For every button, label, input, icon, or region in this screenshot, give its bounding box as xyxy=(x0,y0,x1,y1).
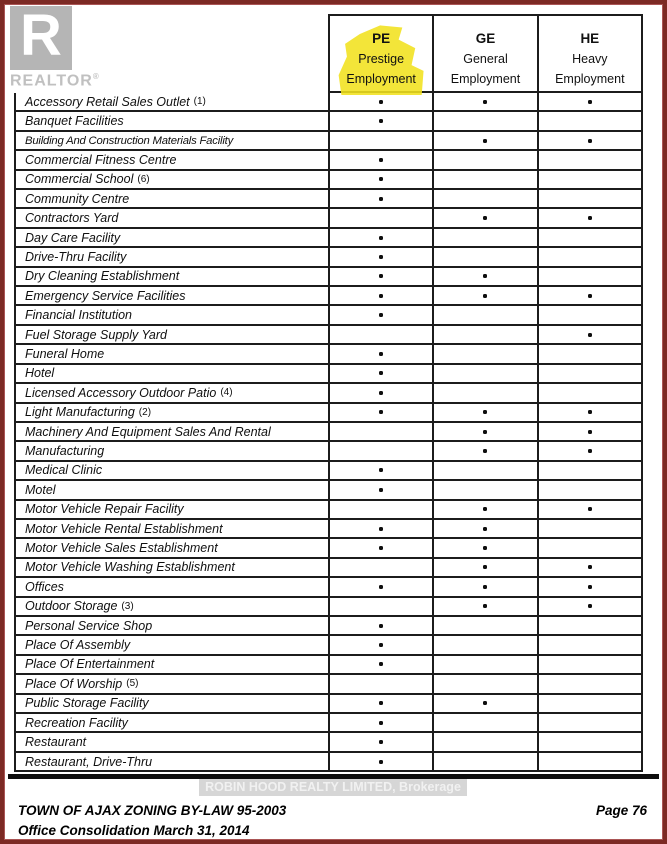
permitted-dot xyxy=(588,585,592,589)
table-row xyxy=(16,712,641,731)
he-cell xyxy=(537,93,641,110)
permitted-dot xyxy=(379,236,383,240)
he-cell xyxy=(537,229,641,246)
permitted-dot xyxy=(379,197,383,201)
footnote-number: (5) xyxy=(126,678,139,690)
use-label-cell xyxy=(16,733,328,750)
use-label: Dry Cleaning Establishment xyxy=(25,269,180,284)
ge-cell xyxy=(432,617,536,634)
permitted-uses-table xyxy=(14,93,643,772)
permitted-dot xyxy=(588,507,592,511)
table-row xyxy=(16,266,641,285)
table-row xyxy=(16,188,641,207)
use-label-cell xyxy=(16,384,328,401)
use-label-cell xyxy=(16,578,328,595)
use-label: Commercial Fitness Centre xyxy=(25,152,177,167)
use-label: Drive-Thru Facility xyxy=(25,249,127,264)
he-cell xyxy=(537,287,641,304)
use-label: Motel xyxy=(25,482,56,497)
permitted-dot xyxy=(483,100,487,104)
permitted-dot xyxy=(379,313,383,317)
use-label: Place Of Assembly xyxy=(25,638,131,653)
zone-name-line1: Prestige xyxy=(358,52,405,66)
pe-cell xyxy=(328,714,432,731)
permitted-dot xyxy=(483,565,487,569)
use-label: Fuel Storage Supply Yard xyxy=(25,327,167,342)
permitted-dot xyxy=(483,585,487,589)
pe-cell xyxy=(328,112,432,129)
realtor-wordmark xyxy=(10,72,99,90)
table-row xyxy=(16,207,641,226)
pe-cell xyxy=(328,501,432,518)
ge-cell xyxy=(432,384,536,401)
he-cell xyxy=(537,656,641,673)
table-row xyxy=(16,227,641,246)
table-row xyxy=(16,246,641,265)
pe-cell xyxy=(328,365,432,382)
use-label: Building And Construction Materials Facility xyxy=(25,134,234,147)
permitted-dot xyxy=(379,585,383,589)
footnote-number: (3) xyxy=(121,600,134,612)
zone-name-line2: Employment xyxy=(450,72,521,86)
he-cell xyxy=(537,636,641,653)
permitted-dot xyxy=(483,410,487,414)
table-row xyxy=(16,304,641,323)
use-label: Motor Vehicle Rental Establishment xyxy=(25,521,223,536)
use-label-cell xyxy=(16,326,328,343)
ge-cell xyxy=(432,462,536,479)
use-label: Motor Vehicle Repair Facility xyxy=(25,502,184,517)
pe-cell xyxy=(328,190,432,207)
pe-cell xyxy=(328,462,432,479)
table-row xyxy=(16,130,641,149)
ge-cell xyxy=(432,636,536,653)
use-label: Manufacturing xyxy=(25,444,105,459)
permitted-dot xyxy=(379,410,383,414)
use-label: Emergency Service Facilities xyxy=(25,288,186,303)
pe-cell xyxy=(328,93,432,110)
ge-cell xyxy=(432,675,536,692)
pe-cell xyxy=(328,229,432,246)
use-label-cell xyxy=(16,171,328,188)
permitted-dot xyxy=(588,100,592,104)
use-label-cell xyxy=(16,714,328,731)
pe-cell xyxy=(328,384,432,401)
use-label-cell xyxy=(16,753,328,770)
permitted-dot xyxy=(483,527,487,531)
use-label-cell xyxy=(16,93,328,110)
he-cell xyxy=(537,306,641,323)
table-row xyxy=(16,382,641,401)
permitted-dot xyxy=(588,410,592,414)
ge-cell xyxy=(432,404,536,421)
ge-cell xyxy=(432,559,536,576)
use-label: Medical Clinic xyxy=(25,463,103,478)
use-label: Personal Service Shop xyxy=(25,618,153,633)
ge-cell xyxy=(432,656,536,673)
permitted-dot xyxy=(483,216,487,220)
he-cell xyxy=(537,442,641,459)
table-row xyxy=(16,557,641,576)
pe-cell xyxy=(328,132,432,149)
pe-cell xyxy=(328,733,432,750)
pe-cell xyxy=(328,656,432,673)
table-row xyxy=(16,596,641,615)
use-label-cell xyxy=(16,151,328,168)
permitted-dot xyxy=(379,701,383,705)
use-label: Accessory Retail Sales Outlet xyxy=(25,94,190,109)
zone-code: PE xyxy=(372,31,391,46)
use-label-cell xyxy=(16,404,328,421)
use-label-cell xyxy=(16,112,328,129)
he-cell xyxy=(537,112,641,129)
he-cell xyxy=(537,578,641,595)
pe-cell xyxy=(328,598,432,615)
use-label: Restaurant xyxy=(25,735,87,750)
use-label-cell xyxy=(16,462,328,479)
pe-cell xyxy=(328,520,432,537)
permitted-dot xyxy=(483,139,487,143)
permitted-dot xyxy=(588,565,592,569)
use-label-cell xyxy=(16,423,328,440)
pe-cell xyxy=(328,268,432,285)
use-label: Hotel xyxy=(25,366,55,381)
use-label: Licensed Accessory Outdoor Patio xyxy=(25,385,217,400)
permitted-dot xyxy=(379,391,383,395)
permitted-dot xyxy=(379,643,383,647)
he-cell xyxy=(537,365,641,382)
use-label-cell xyxy=(16,559,328,576)
permitted-dot xyxy=(588,430,592,434)
he-cell xyxy=(537,539,641,556)
permitted-dot xyxy=(588,216,592,220)
use-label-cell xyxy=(16,481,328,498)
he-cell xyxy=(537,733,641,750)
use-label-cell xyxy=(16,442,328,459)
use-label-cell xyxy=(16,365,328,382)
pe-cell xyxy=(328,675,432,692)
permitted-dot xyxy=(379,468,383,472)
ge-cell xyxy=(432,520,536,537)
use-label-cell xyxy=(16,190,328,207)
pe-cell xyxy=(328,559,432,576)
use-label-cell xyxy=(16,287,328,304)
permitted-dot xyxy=(379,740,383,744)
table-row xyxy=(16,110,641,129)
use-label: Restaurant, Drive-Thru xyxy=(25,754,153,769)
use-label-cell xyxy=(16,132,328,149)
ge-cell xyxy=(432,93,536,110)
use-label-cell xyxy=(16,520,328,537)
ge-cell xyxy=(432,578,536,595)
table-row xyxy=(16,693,641,712)
footer-bylaw-title: TOWN OF AJAX ZONING BY-LAW 95-2003 xyxy=(18,803,287,818)
table-row xyxy=(16,149,641,168)
he-cell xyxy=(537,559,641,576)
ge-cell xyxy=(432,345,536,362)
permitted-dot xyxy=(379,177,383,181)
table-row xyxy=(16,654,641,673)
zone-name-line2: Employment xyxy=(555,72,625,86)
zone-code: GE xyxy=(475,31,496,46)
table-row xyxy=(16,518,641,537)
pe-cell xyxy=(328,442,432,459)
use-label-cell xyxy=(16,675,328,692)
he-cell xyxy=(537,423,641,440)
use-label: Place Of Entertainment xyxy=(25,657,155,672)
ge-cell xyxy=(432,132,536,149)
permitted-dot xyxy=(379,488,383,492)
ge-cell xyxy=(432,598,536,615)
permitted-dot xyxy=(588,294,592,298)
permitted-dot xyxy=(379,371,383,375)
ge-cell xyxy=(432,539,536,556)
he-cell xyxy=(537,598,641,615)
ge-cell xyxy=(432,306,536,323)
table-row xyxy=(16,169,641,188)
use-label: Place Of Worship xyxy=(25,676,123,691)
use-label-cell xyxy=(16,539,328,556)
realtor-logo-letter: R xyxy=(20,3,62,68)
table-row xyxy=(16,363,641,382)
he-cell xyxy=(537,481,641,498)
pe-cell xyxy=(328,404,432,421)
footnote-number: (6) xyxy=(137,173,150,185)
use-label-cell xyxy=(16,501,328,518)
permitted-dot xyxy=(379,546,383,550)
use-label-cell xyxy=(16,306,328,323)
permitted-dot xyxy=(379,274,383,278)
permitted-dot xyxy=(483,449,487,453)
table-row xyxy=(16,615,641,634)
zone-name-line2: Employment xyxy=(346,72,416,86)
zone-code: HE xyxy=(580,31,600,46)
use-label: Commercial School xyxy=(25,172,134,187)
he-cell xyxy=(537,209,641,226)
ge-cell xyxy=(432,151,536,168)
zone-name-line1: General xyxy=(463,52,508,66)
use-label: Light Manufacturing xyxy=(25,405,135,420)
ge-cell xyxy=(432,190,536,207)
ge-cell xyxy=(432,481,536,498)
permitted-dot xyxy=(483,546,487,550)
permitted-dot xyxy=(379,119,383,123)
use-label: Contractors Yard xyxy=(25,211,119,226)
he-cell xyxy=(537,520,641,537)
he-cell xyxy=(537,132,641,149)
table-row xyxy=(16,673,641,692)
zone-column-headers xyxy=(328,14,643,93)
he-cell xyxy=(537,753,641,770)
use-label-cell xyxy=(16,248,328,265)
pe-cell xyxy=(328,171,432,188)
use-label: Machinery And Equipment Sales And Rental xyxy=(25,424,271,439)
ge-cell xyxy=(432,326,536,343)
he-cell xyxy=(537,714,641,731)
permitted-dot xyxy=(483,294,487,298)
table-row xyxy=(16,440,641,459)
table-row xyxy=(16,421,641,440)
permitted-dot xyxy=(379,158,383,162)
brokerage-watermark: ROBIN HOOD REALTY LIMITED, Brokerage xyxy=(199,779,467,796)
pe-cell xyxy=(328,695,432,712)
he-cell xyxy=(537,384,641,401)
table-row xyxy=(16,285,641,304)
pe-cell xyxy=(328,345,432,362)
ge-cell xyxy=(432,112,536,129)
footnote-number: (1) xyxy=(193,96,206,108)
table-row xyxy=(16,731,641,750)
pe-cell xyxy=(328,248,432,265)
permitted-dot xyxy=(379,294,383,298)
permitted-dot xyxy=(483,430,487,434)
permitted-dot xyxy=(379,721,383,725)
table-row xyxy=(16,460,641,479)
use-label: Recreation Facility xyxy=(25,715,128,730)
pe-cell xyxy=(328,287,432,304)
ge-cell xyxy=(432,209,536,226)
use-label: Offices xyxy=(25,579,64,594)
registered-trademark-symbol: ® xyxy=(92,72,99,81)
he-cell xyxy=(537,404,641,421)
pe-cell xyxy=(328,636,432,653)
table-row xyxy=(16,576,641,595)
permitted-dot xyxy=(483,604,487,608)
table-row xyxy=(16,537,641,556)
he-cell xyxy=(537,695,641,712)
table-row xyxy=(16,479,641,498)
zone-column-header xyxy=(330,16,432,91)
ge-cell xyxy=(432,501,536,518)
he-cell xyxy=(537,268,641,285)
table-row xyxy=(16,751,641,770)
use-label: Community Centre xyxy=(25,191,130,206)
ge-cell xyxy=(432,733,536,750)
use-label: Banquet Facilities xyxy=(25,114,124,129)
pe-cell xyxy=(328,481,432,498)
ge-cell xyxy=(432,229,536,246)
pe-cell xyxy=(328,326,432,343)
use-label: Funeral Home xyxy=(25,346,105,361)
pe-cell xyxy=(328,209,432,226)
he-cell xyxy=(537,462,641,479)
ge-cell xyxy=(432,753,536,770)
permitted-dot xyxy=(379,624,383,628)
pe-cell xyxy=(328,423,432,440)
he-cell xyxy=(537,151,641,168)
zone-name-line1: Heavy xyxy=(572,52,608,66)
permitted-dot xyxy=(379,255,383,259)
he-cell xyxy=(537,171,641,188)
ge-cell xyxy=(432,287,536,304)
pe-cell xyxy=(328,151,432,168)
table-row xyxy=(16,324,641,343)
use-label: Outdoor Storage xyxy=(25,599,118,614)
realtor-wordmark-text: REALTOR xyxy=(10,72,93,90)
table-row xyxy=(16,499,641,518)
permitted-dot xyxy=(588,333,592,337)
ge-cell xyxy=(432,171,536,188)
he-cell xyxy=(537,617,641,634)
use-label: Public Storage Facility xyxy=(25,696,149,711)
permitted-dot xyxy=(588,139,592,143)
pe-cell xyxy=(328,617,432,634)
permitted-dot xyxy=(483,507,487,511)
use-label-cell xyxy=(16,229,328,246)
table-row xyxy=(16,93,641,110)
use-label: Motor Vehicle Sales Establishment xyxy=(25,541,218,556)
table-row xyxy=(16,402,641,421)
pe-cell xyxy=(328,578,432,595)
use-label: Motor Vehicle Washing Establishment xyxy=(25,560,235,575)
ge-cell xyxy=(432,695,536,712)
footnote-number: (2) xyxy=(138,406,152,418)
permitted-dot xyxy=(379,352,383,356)
realtor-r-icon xyxy=(10,3,72,70)
pe-cell xyxy=(328,753,432,770)
use-label: Day Care Facility xyxy=(25,230,121,245)
he-cell xyxy=(537,326,641,343)
permitted-dot xyxy=(483,701,487,705)
he-cell xyxy=(537,190,641,207)
table-row xyxy=(16,634,641,653)
footer-page-number: Page 76 xyxy=(595,803,647,818)
realtor-logo xyxy=(10,3,99,90)
pe-cell xyxy=(328,306,432,323)
he-cell xyxy=(537,248,641,265)
permitted-dot xyxy=(379,100,383,104)
use-label-cell xyxy=(16,268,328,285)
permitted-dot xyxy=(483,274,487,278)
permitted-dot xyxy=(588,604,592,608)
ge-cell xyxy=(432,268,536,285)
ge-cell xyxy=(432,442,536,459)
ge-cell xyxy=(432,248,536,265)
permitted-dot xyxy=(379,662,383,666)
use-label-cell xyxy=(16,695,328,712)
ge-cell xyxy=(432,365,536,382)
ge-cell xyxy=(432,714,536,731)
use-label-cell xyxy=(16,598,328,615)
he-cell xyxy=(537,675,641,692)
use-label-cell xyxy=(16,617,328,634)
footnote-number: (4) xyxy=(220,387,233,399)
permitted-dot xyxy=(379,527,383,531)
table-row xyxy=(16,343,641,362)
use-label-cell xyxy=(16,209,328,226)
footer-consolidation-date: Office Consolidation March 31, 2014 xyxy=(18,823,250,838)
use-label-cell xyxy=(16,656,328,673)
ge-cell xyxy=(432,423,536,440)
permitted-dot xyxy=(588,449,592,453)
pe-cell xyxy=(328,539,432,556)
use-label-cell xyxy=(16,345,328,362)
permitted-dot xyxy=(379,760,383,764)
zone-column-header xyxy=(432,16,536,91)
use-label: Financial Institution xyxy=(25,308,133,323)
zone-column-header xyxy=(537,16,641,91)
he-cell xyxy=(537,345,641,362)
he-cell xyxy=(537,501,641,518)
use-label-cell xyxy=(16,636,328,653)
